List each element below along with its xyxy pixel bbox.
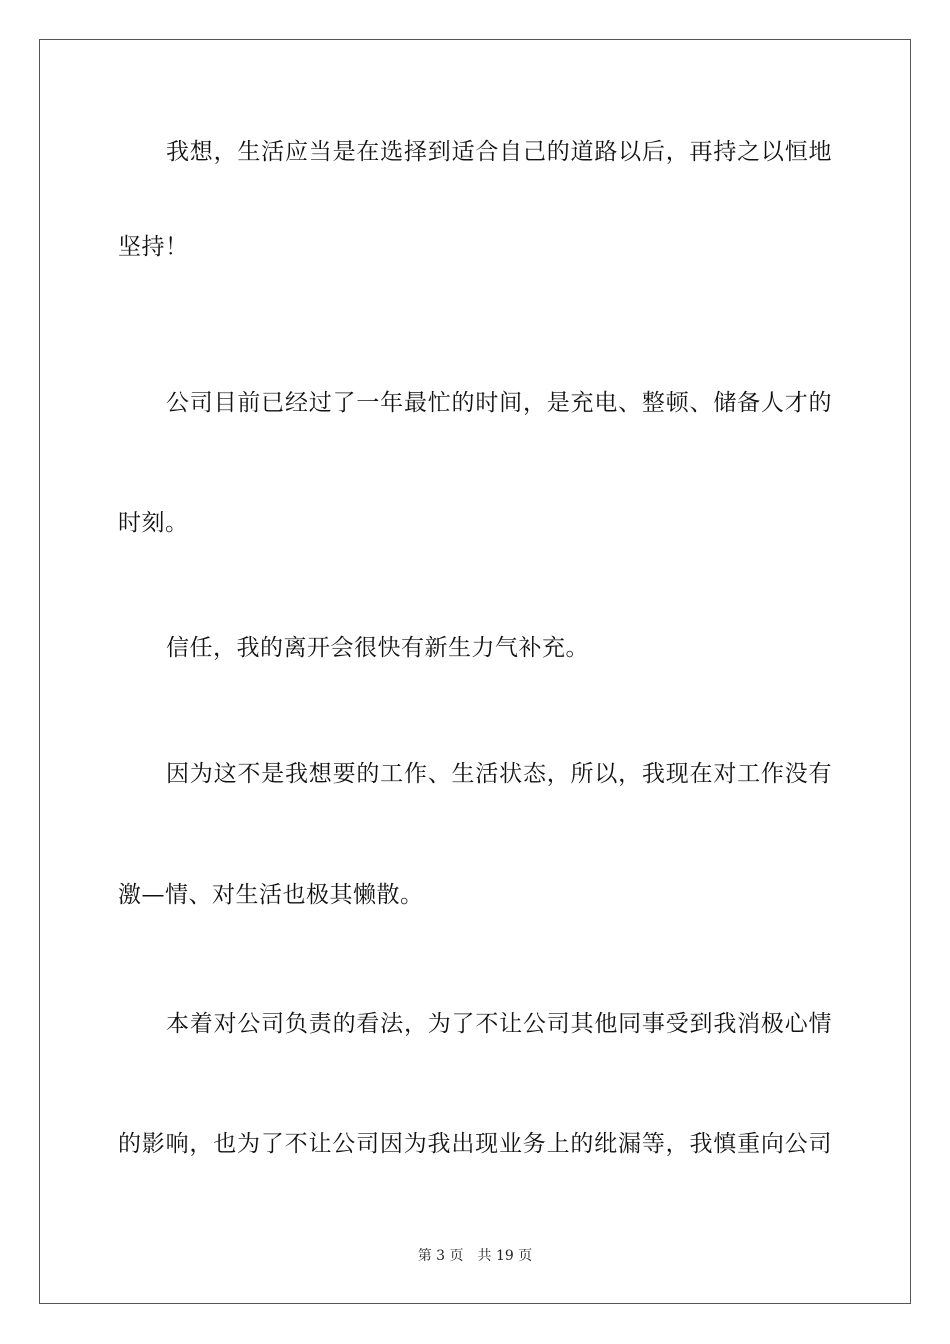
paragraph-line-5: 信任，我的离开会很快有新生力气补充。	[166, 635, 589, 661]
page-number: 第 3 页	[417, 1248, 464, 1264]
paragraph-line-9: 的影响，也为了不让公司因为我出现业务上的纰漏等，我慎重向公司	[118, 1131, 832, 1157]
paragraph-line-1: 我想，生活应当是在选择到适合自己的道路以后，再持之以恒地	[166, 139, 832, 165]
page-border	[39, 39, 911, 1304]
paragraph-line-8: 本着对公司负责的看法，为了不让公司其他同事受到我消极心情	[166, 1011, 832, 1037]
paragraph-line-4: 时刻。	[118, 510, 189, 536]
paragraph-line-7: 激—情、对生活也极其懒散。	[118, 882, 424, 908]
page-footer	[0, 1247, 950, 1265]
paragraph-line-2: 坚持！	[118, 234, 189, 260]
paragraph-line-3: 公司目前已经过了一年最忙的时间，是充电、整顿、储备人才的	[166, 390, 832, 416]
page-total: 共 19 页	[477, 1248, 533, 1264]
paragraph-line-6: 因为这不是我想要的工作、生活状态，所以，我现在对工作没有	[166, 761, 832, 787]
